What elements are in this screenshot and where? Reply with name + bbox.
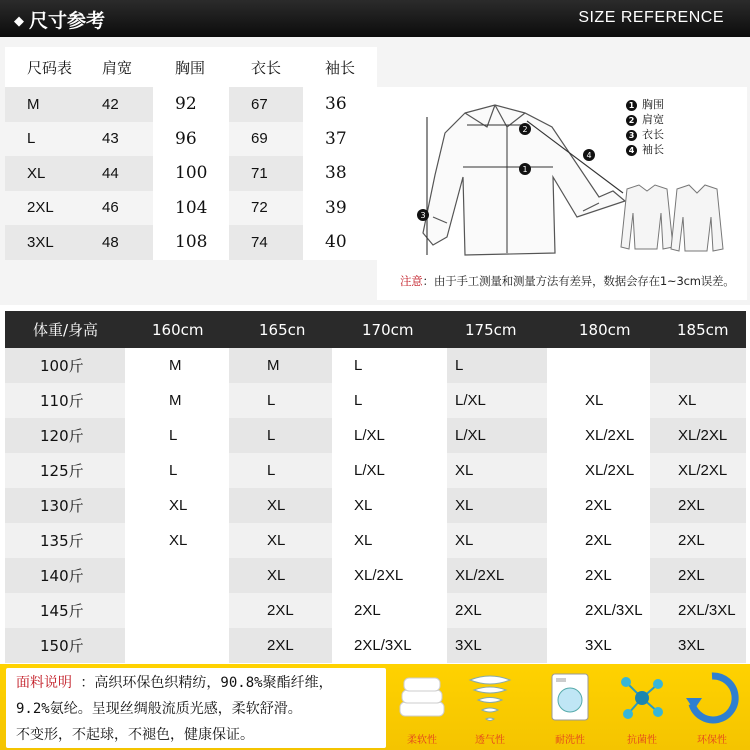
table-row (5, 558, 746, 593)
table-row (5, 418, 746, 453)
marker-1-label: 1 (522, 165, 528, 174)
size-recommendation-cell: XL (229, 523, 332, 558)
chest-header: 胸围 (153, 47, 229, 87)
sleeve-cell: 40 (303, 225, 377, 260)
measurement-note (400, 273, 735, 289)
size-cell: 3XL (5, 225, 80, 260)
chest-cell: 100 (153, 156, 229, 191)
legend-item (626, 127, 664, 142)
table-row (5, 87, 377, 122)
legend-item (626, 142, 664, 157)
height-header: 165cn (229, 311, 332, 348)
size-recommendation-cell: M (125, 348, 229, 383)
size-recommendation-cell: 2XL (547, 558, 650, 593)
table-row (5, 593, 746, 628)
legend-item (626, 97, 664, 112)
size-recommendation-cell: XL/2XL (547, 418, 650, 453)
size-recommendation-cell (650, 348, 746, 383)
size-recommendation-cell: XL (332, 488, 447, 523)
length-header: 衣长 (229, 47, 303, 87)
table-row (5, 156, 377, 191)
sleeve-cell: 39 (303, 191, 377, 226)
softness-feature (392, 668, 452, 748)
section-title-en: SIZE REFERENCE (578, 9, 724, 26)
shirt-diagram-icon (377, 87, 747, 300)
size-recommendation-cell: XL (125, 488, 229, 523)
sleeve-header: 袖长 (303, 47, 377, 87)
legend-marker: 2 (626, 115, 637, 126)
tornado-icon (460, 668, 520, 730)
size-recommendation-cell: 3XL (547, 628, 650, 663)
size-recommendation-cell: XL/2XL (650, 418, 746, 453)
size-recommendation-cell: 2XL (650, 558, 746, 593)
length-cell: 74 (229, 225, 303, 260)
weight-height-table (5, 311, 746, 663)
shoulder-cell: 42 (80, 87, 153, 122)
shoulder-cell: 43 (80, 122, 153, 157)
feature-label: 透气性 (475, 735, 505, 746)
size-recommendation-cell (547, 348, 650, 383)
sleeve-cell: 37 (303, 122, 377, 157)
chest-cell: 92 (153, 87, 229, 122)
section-title: ◆ 尺寸参考 (14, 6, 105, 33)
measurement-diagram (377, 87, 747, 300)
breathability-feature (460, 668, 520, 748)
weight-cell: 135斤 (5, 523, 125, 558)
size-recommendation-cell: L (447, 348, 547, 383)
feature-label: 抗菌性 (627, 735, 657, 746)
weight-cell: 145斤 (5, 593, 125, 628)
length-cell: 67 (229, 87, 303, 122)
size-recommendation-cell (125, 628, 229, 663)
feature-label: 环保性 (697, 735, 727, 746)
antibacterial-feature (612, 668, 672, 748)
legend-label: 袖长 (642, 143, 664, 156)
size-recommendation-cell: L/XL (447, 383, 547, 418)
size-recommendation-cell: 2XL/3XL (547, 593, 650, 628)
table-row (5, 122, 377, 157)
size-recommendation-cell: L (332, 383, 447, 418)
marker-3-label: 3 (420, 211, 426, 220)
weight-cell: 140斤 (5, 558, 125, 593)
size-recommendation-cell: 2XL (447, 593, 547, 628)
size-recommendation-cell: XL (447, 453, 547, 488)
size-recommendation-cell: L (229, 418, 332, 453)
jacket-icon (621, 185, 723, 251)
size-recommendation-cell: L/XL (332, 453, 447, 488)
table-row (5, 628, 746, 663)
size-recommendation-cell: 2XL (229, 628, 332, 663)
note-label: 注意 (400, 274, 423, 288)
size-recommendation-cell: 2XL (332, 593, 447, 628)
size-recommendation-cell: 2XL (547, 488, 650, 523)
size-header: 尺码表 (5, 47, 80, 87)
weight-cell: 110斤 (5, 383, 125, 418)
legend-label: 衣长 (642, 128, 664, 141)
size-recommendation-cell: XL (125, 523, 229, 558)
size-recommendation-cell: XL (447, 523, 547, 558)
size-recommendation-cell: XL/2XL (332, 558, 447, 593)
legend-marker: 4 (626, 145, 637, 156)
fabric-line: 9.2%氨纶。呈现丝绸般流质光感，柔软舒滑。 (16, 701, 302, 717)
molecule-icon (612, 668, 672, 730)
length-cell: 71 (229, 156, 303, 191)
size-recommendation-cell: 2XL (650, 523, 746, 558)
height-header: 160cm (125, 311, 229, 348)
size-recommendation-cell: M (229, 348, 332, 383)
recycle-arrow-icon (682, 668, 742, 730)
sleeve-cell: 36 (303, 87, 377, 122)
table-row (5, 488, 746, 523)
size-recommendation-cell: 2XL (547, 523, 650, 558)
washing-machine-icon (540, 668, 600, 730)
eco-feature (682, 668, 742, 748)
length-cell: 72 (229, 191, 303, 226)
size-recommendation-cell: L (125, 418, 229, 453)
weight-cell: 100斤 (5, 348, 125, 383)
weight-cell: 130斤 (5, 488, 125, 523)
size-recommendation-cell: L (125, 453, 229, 488)
size-recommendation-cell (125, 593, 229, 628)
length-cell: 69 (229, 122, 303, 157)
size-recommendation-cell: XL (650, 383, 746, 418)
fabric-line: 不变形，不起球，不褪色，健康保证。 (16, 727, 254, 743)
size-recommendation-cell: 2XL (229, 593, 332, 628)
header-bar (0, 0, 750, 37)
towel-stack-icon (392, 668, 452, 730)
size-recommendation-cell: XL (332, 523, 447, 558)
note-text: ：由于手工测量和测量方法有差异，数据会存在1~3cm误差。 (422, 274, 735, 288)
table-row (5, 225, 377, 260)
weight-height-header: 体重/身高 (5, 311, 125, 348)
legend-marker: 3 (626, 130, 637, 141)
size-recommendation-cell: XL (547, 383, 650, 418)
size-recommendation-cell: XL (229, 558, 332, 593)
size-recommendation-cell: XL (229, 488, 332, 523)
table-row (5, 191, 377, 226)
size-recommendation-cell: L (229, 453, 332, 488)
shoulder-cell: 44 (80, 156, 153, 191)
sleeve-cell: 38 (303, 156, 377, 191)
size-recommendation-cell: 2XL (650, 488, 746, 523)
table-row (5, 348, 746, 383)
legend-marker: 1 (626, 100, 637, 111)
fabric-description (16, 670, 386, 748)
weight-cell: 120斤 (5, 418, 125, 453)
height-header: 175cm (447, 311, 547, 348)
size-recommendation-cell: L/XL (447, 418, 547, 453)
size-recommendation-cell: XL/2XL (447, 558, 547, 593)
size-recommendation-cell: 2XL/3XL (650, 593, 746, 628)
legend-label: 胸围 (642, 98, 664, 111)
diagram-legend (626, 97, 664, 157)
size-recommendation-cell: M (125, 383, 229, 418)
chest-cell: 104 (153, 191, 229, 226)
size-recommendation-cell: L (229, 383, 332, 418)
size-recommendation-cell: 3XL (650, 628, 746, 663)
fabric-line: ：高织环保色织精纺，90.8%聚酯纤维， (72, 675, 333, 691)
size-recommendation-cell: L/XL (332, 418, 447, 453)
chest-cell: 108 (153, 225, 229, 260)
table-row (5, 383, 746, 418)
size-cell: 2XL (5, 191, 80, 226)
size-recommendation-cell: 3XL (447, 628, 547, 663)
legend-item (626, 112, 664, 127)
height-header: 170cm (332, 311, 447, 348)
size-recommendation-cell: XL/2XL (650, 453, 746, 488)
washability-feature (540, 668, 600, 748)
shoulder-cell: 46 (80, 191, 153, 226)
weight-cell: 125斤 (5, 453, 125, 488)
feature-label: 柔软性 (407, 735, 437, 746)
size-cell: M (5, 87, 80, 122)
shoulder-header: 肩宽 (80, 47, 153, 87)
size-cell: L (5, 122, 80, 157)
size-recommendation-cell: L (332, 348, 447, 383)
feature-label: 耐洗性 (555, 735, 585, 746)
weight-cell: 150斤 (5, 628, 125, 663)
height-header: 185cm (650, 311, 746, 348)
height-header: 180cm (547, 311, 650, 348)
legend-label: 肩宽 (642, 113, 664, 126)
size-recommendation-cell: XL (447, 488, 547, 523)
fabric-label: 面料说明 (16, 675, 72, 691)
size-recommendation-cell: 2XL/3XL (332, 628, 447, 663)
marker-4-label: 4 (586, 151, 592, 160)
size-recommendation-cell: XL/2XL (547, 453, 650, 488)
size-cell: XL (5, 156, 80, 191)
table-row (5, 453, 746, 488)
size-recommendation-cell (125, 558, 229, 593)
table-row (5, 523, 746, 558)
marker-2-label: 2 (522, 125, 528, 134)
chest-cell: 96 (153, 122, 229, 157)
shoulder-cell: 48 (80, 225, 153, 260)
size-table (5, 47, 377, 260)
